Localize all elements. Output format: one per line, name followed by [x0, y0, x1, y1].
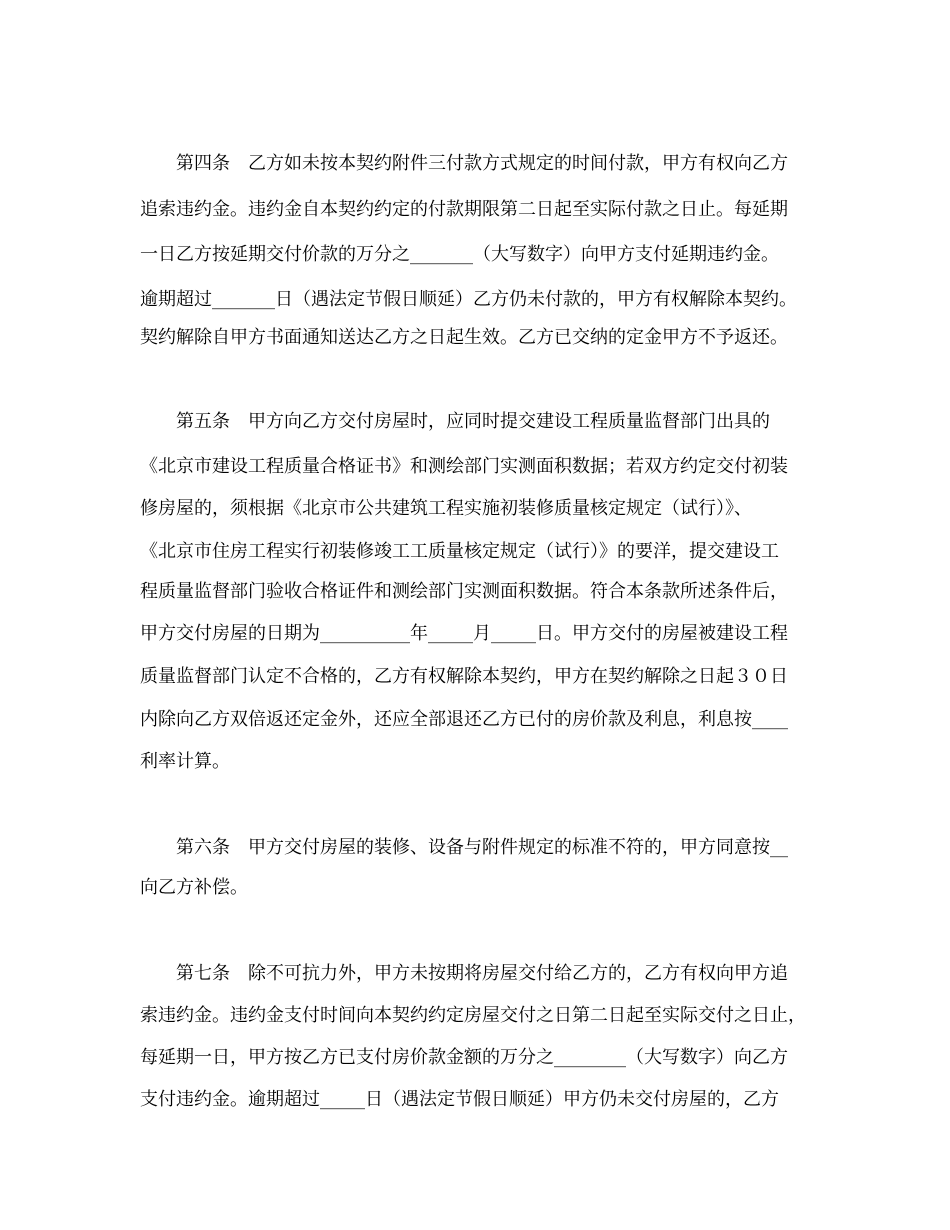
article-5-text: 甲方向乙方交付房屋时，应同时提交建设工程质量监督部门出具的 — [248, 411, 770, 432]
article-6-label: 第六条 — [176, 837, 230, 858]
article-6-line: 向乙方补偿。 — [140, 877, 248, 898]
article-5-line: 利率计算。 — [140, 751, 230, 772]
article-7-label: 第七条 — [176, 963, 230, 984]
article-5-line: 《北京市建设工程质量合格证书》和测绘部门实测面积数据；若双方约定交付初装 — [140, 456, 788, 477]
article-5-line: 程质量监督部门验收合格证件和测绘部门实测面积数据。符合本条款所述条件后， — [140, 581, 788, 602]
article-5-line: 内除向乙方双倍返还定金外，还应全部退还乙方已付的房价款及利息，利息按____ — [140, 709, 788, 730]
article-7-text: 除不可抗力外，甲方未按期将房屋交付给乙方的，乙方有权向甲方追 — [248, 963, 788, 984]
article-5-line: 质量监督部门认定不合格的，乙方有权解除本契约，甲方在契约解除之日起３０日 — [140, 666, 788, 687]
article-7-line: 每延期一日，甲方按乙方已支付房价款金额的万分之________（大写数字）向乙方 — [140, 1047, 788, 1068]
article-4-line: 一日乙方按延期交付价款的万分之_______（大写数字）向甲方支付延期违约金。 — [140, 244, 779, 265]
article-7-line: 支付违约金。逾期超过_____日（遇法定节假日顺延）甲方仍未交付房屋的，乙方 — [140, 1089, 779, 1110]
article-4-line: 契约解除自甲方书面通知送达乙方之日起生效。乙方已交纳的定金甲方不予返还。 — [140, 327, 788, 348]
article-4-text: 乙方如未按本契约附件三付款方式规定的时间付款，甲方有权向乙方 — [248, 153, 788, 174]
article-5-first-line — [176, 410, 816, 434]
article-7-line: 索违约金。违约金支付时间向本契约约定房屋交付之日第二日起至实际交付之日止， — [140, 1005, 806, 1026]
article-4-line: 追索违约金。违约金自本契约约定的付款期限第二日起至实际付款之日止。每延期 — [140, 199, 788, 220]
article-5-label: 第五条 — [176, 411, 230, 432]
article-4-line: 逾期超过_______日（遇法定节假日顺延）乙方仍未付款的，甲方有权解除本契约。 — [140, 289, 797, 310]
article-5-line: 《北京市住房工程实行初装修竣工工质量核定规定（试行）》的要洋，提交建设工 — [140, 541, 779, 562]
article-4-label: 第四条 — [176, 153, 230, 174]
article-5-line: 修房屋的，须根据《北京市公共建筑工程实施初装修质量核定规定（试行）》、 — [140, 498, 752, 519]
article-4-first-line — [176, 152, 816, 176]
article-6-text: 甲方交付房屋的装修、设备与附件规定的标准不符的，甲方同意按__ — [248, 837, 788, 858]
article-6-first-line — [176, 836, 816, 860]
article-7-first-line — [176, 962, 816, 986]
article-5-line: 甲方交付房屋的日期为__________年_____月_____日。甲方交付的房屋被建设工程 — [140, 623, 788, 644]
